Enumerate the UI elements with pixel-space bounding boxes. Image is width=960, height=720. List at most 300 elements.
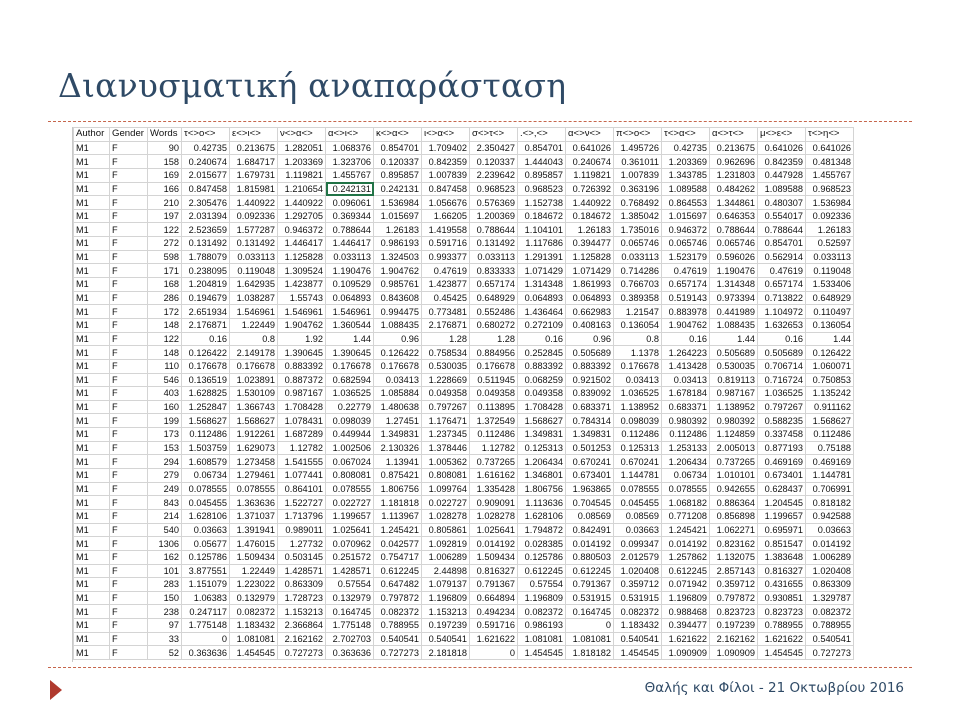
table-cell: 1.257862 xyxy=(662,550,710,564)
table-cell: 1.454545 xyxy=(230,646,278,660)
table-cell: 1.523179 xyxy=(662,250,710,264)
table-cell: F xyxy=(110,196,148,210)
table-row xyxy=(74,632,854,646)
table-cell: 1.522727 xyxy=(278,496,326,510)
table-cell: 0.176678 xyxy=(326,359,374,373)
table-cell: 0.596026 xyxy=(710,250,758,264)
table-cell: 1.210654 xyxy=(278,182,326,196)
table-row xyxy=(74,387,854,401)
table-cell: 0.994475 xyxy=(374,305,422,319)
table-row xyxy=(74,591,854,605)
table-cell: M1 xyxy=(74,632,110,646)
table-cell: F xyxy=(110,441,148,455)
table-cell: 1.440922 xyxy=(230,196,278,210)
table-cell: 0.082372 xyxy=(518,605,566,619)
table-cell: 0.823723 xyxy=(758,605,806,619)
table-cell: 0.070962 xyxy=(326,537,374,551)
table-cell: 1.06383 xyxy=(182,591,230,605)
table-cell: 1.007839 xyxy=(422,168,470,182)
table-cell: 0.887372 xyxy=(278,373,326,387)
table-cell: 1.546961 xyxy=(230,305,278,319)
table-row xyxy=(74,646,854,660)
table-cell: 33 xyxy=(148,632,182,646)
table-cell: 1.138952 xyxy=(614,400,662,414)
table-cell: 2.130326 xyxy=(374,441,422,455)
table-cell: 0.119048 xyxy=(806,264,854,278)
table-row xyxy=(74,619,854,633)
table-cell: 0.576369 xyxy=(470,196,518,210)
table-cell: 1.390645 xyxy=(326,346,374,360)
table-cell: 1.099764 xyxy=(422,482,470,496)
table-cell: 0.854701 xyxy=(758,237,806,251)
table-cell: 1.071429 xyxy=(566,264,614,278)
table-cell: 843 xyxy=(148,496,182,510)
table-row xyxy=(74,305,854,319)
column-header: μ<>ε<> xyxy=(758,128,806,142)
table-cell: 0.082372 xyxy=(230,605,278,619)
table-cell: 1.144781 xyxy=(806,469,854,483)
table-cell: 0.176678 xyxy=(470,359,518,373)
table-cell: 150 xyxy=(148,591,182,605)
table-cell: 0.03663 xyxy=(806,523,854,537)
table-cell: 1.223022 xyxy=(230,578,278,592)
table-cell: 1.546961 xyxy=(326,305,374,319)
table-cell: 0.554017 xyxy=(758,209,806,223)
table-cell: 0.028385 xyxy=(518,537,566,551)
column-header: κ<>α<> xyxy=(374,128,422,142)
table-cell: 286 xyxy=(148,291,182,305)
table-cell: 1.204819 xyxy=(182,278,230,292)
table-cell: M1 xyxy=(74,346,110,360)
table-cell: 1.081081 xyxy=(566,632,614,646)
table-cell: 1.27732 xyxy=(278,537,326,551)
table-cell: 0.552486 xyxy=(470,305,518,319)
table-cell: 546 xyxy=(148,373,182,387)
table-row xyxy=(74,428,854,442)
table-cell: 0.808081 xyxy=(326,469,374,483)
table-cell: M1 xyxy=(74,182,110,196)
table-cell: 97 xyxy=(148,619,182,633)
spreadsheet-screenshot xyxy=(72,127,872,662)
table-cell: 0.022727 xyxy=(422,496,470,510)
table-cell: 0.05677 xyxy=(182,537,230,551)
table-cell: 1.577287 xyxy=(230,223,278,237)
table-row xyxy=(74,523,854,537)
table-cell: 1.323706 xyxy=(326,155,374,169)
table-cell: 1.291391 xyxy=(518,250,566,264)
table-cell: 0.641026 xyxy=(566,141,614,155)
table-cell: 0.098039 xyxy=(326,414,374,428)
table-cell: 1.568627 xyxy=(806,414,854,428)
table-row xyxy=(74,537,854,551)
table-cell: 0.682594 xyxy=(326,373,374,387)
table-cell: 0.540541 xyxy=(374,632,422,646)
table-cell: 1.015697 xyxy=(374,209,422,223)
table-row xyxy=(74,250,854,264)
table-cell: 0.092336 xyxy=(806,209,854,223)
table-cell: 2.181818 xyxy=(422,646,470,660)
table-cell: 0.014192 xyxy=(566,537,614,551)
table-cell: 2.031394 xyxy=(182,209,230,223)
table-cell: M1 xyxy=(74,646,110,660)
table-cell: 1.423877 xyxy=(278,278,326,292)
table-cell: M1 xyxy=(74,373,110,387)
table-cell: 0.737265 xyxy=(710,455,758,469)
table-cell: M1 xyxy=(74,387,110,401)
table-cell: 1.92 xyxy=(278,332,326,346)
table-row xyxy=(74,605,854,619)
table-cell: 1.006289 xyxy=(806,550,854,564)
table-cell: 0.494234 xyxy=(470,605,518,619)
table-cell: 0.657174 xyxy=(470,278,518,292)
table-cell: 0.022727 xyxy=(326,496,374,510)
table-cell: M1 xyxy=(74,523,110,537)
table-cell: 0.771208 xyxy=(662,509,710,523)
table-cell: 0.875421 xyxy=(374,469,422,483)
table-cell: 1.440922 xyxy=(566,196,614,210)
table-cell: 1.025641 xyxy=(470,523,518,537)
table-cell: 294 xyxy=(148,455,182,469)
table-cell: M1 xyxy=(74,619,110,633)
table-cell: 1.346801 xyxy=(518,469,566,483)
table-cell: 1.568627 xyxy=(230,414,278,428)
table-cell: 0.519143 xyxy=(662,291,710,305)
table-cell: 1.428571 xyxy=(278,564,326,578)
table-cell: 1.206434 xyxy=(662,455,710,469)
table-cell: 0.125786 xyxy=(518,550,566,564)
table-cell: 0.847458 xyxy=(422,182,470,196)
table-cell: F xyxy=(110,278,148,292)
table-cell: 0.980392 xyxy=(710,414,758,428)
table-cell: 1.455767 xyxy=(326,168,374,182)
table-cell: 0.706714 xyxy=(758,359,806,373)
table-cell: F xyxy=(110,237,148,251)
table-cell: 2.702703 xyxy=(326,632,374,646)
table-cell: 0.096061 xyxy=(326,196,374,210)
table-cell: 2.176871 xyxy=(182,318,230,332)
table-cell: 1.036525 xyxy=(758,387,806,401)
table-row xyxy=(74,414,854,428)
table-cell: 249 xyxy=(148,482,182,496)
table-row xyxy=(74,400,854,414)
table-cell: M1 xyxy=(74,209,110,223)
table-cell: 0.842359 xyxy=(758,155,806,169)
table-cell: 0.797872 xyxy=(374,591,422,605)
table-cell: 0.065746 xyxy=(614,237,662,251)
table-cell: 1.21547 xyxy=(614,305,662,319)
table-cell: F xyxy=(110,359,148,373)
table-cell: 1.349831 xyxy=(566,428,614,442)
table-cell: 2.149178 xyxy=(230,346,278,360)
table-cell: M1 xyxy=(74,414,110,428)
table-cell: 199 xyxy=(148,414,182,428)
table-cell: 3.877551 xyxy=(182,564,230,578)
header-row xyxy=(74,128,854,142)
table-cell: 0.064893 xyxy=(566,291,614,305)
table-cell: M1 xyxy=(74,250,110,264)
table-cell: 0.854701 xyxy=(518,141,566,155)
table-cell: 1.090909 xyxy=(662,646,710,660)
table-cell: 0.363636 xyxy=(182,646,230,660)
table-cell: 0.641026 xyxy=(758,141,806,155)
table-cell: 598 xyxy=(148,250,182,264)
table-cell: 0.986193 xyxy=(374,237,422,251)
table-cell: 1.124859 xyxy=(710,428,758,442)
table-cell: 0.132979 xyxy=(326,591,374,605)
table-cell: 1.503759 xyxy=(182,441,230,455)
table-cell: 0.240674 xyxy=(566,155,614,169)
table-cell: 2.239642 xyxy=(470,168,518,182)
table-row xyxy=(74,373,854,387)
table-cell: 2.651934 xyxy=(182,305,230,319)
table-cell: 0.112486 xyxy=(182,428,230,442)
table-cell: 1.309524 xyxy=(278,264,326,278)
table-cell: 0.480307 xyxy=(758,196,806,210)
table-cell: M1 xyxy=(74,264,110,278)
table-cell: 1.530109 xyxy=(230,387,278,401)
table-cell: 173 xyxy=(148,428,182,442)
table-cell: 0.449944 xyxy=(326,428,374,442)
table-row xyxy=(74,168,854,182)
table-cell: 1.183432 xyxy=(614,619,662,633)
table-cell: 1.113636 xyxy=(518,496,566,510)
table-cell: 148 xyxy=(148,318,182,332)
table-cell: 1.025641 xyxy=(326,523,374,537)
table-cell: 0.989011 xyxy=(278,523,326,537)
table-cell: 0.511945 xyxy=(470,373,518,387)
table-cell: 0.049358 xyxy=(422,387,470,401)
table-cell: 1.687289 xyxy=(278,428,326,442)
table-cell: 160 xyxy=(148,400,182,414)
table-cell: M1 xyxy=(74,469,110,483)
table-cell: 0.883392 xyxy=(566,359,614,373)
table-cell: 1.27451 xyxy=(374,414,422,428)
data-table xyxy=(73,127,854,660)
table-cell: 1.132075 xyxy=(710,550,758,564)
table-cell: 0.014192 xyxy=(662,537,710,551)
table-cell: M1 xyxy=(74,155,110,169)
table-cell: 2.176871 xyxy=(422,318,470,332)
table-cell: 0.136054 xyxy=(614,318,662,332)
table-cell: 1.616162 xyxy=(470,469,518,483)
table-cell: 0.176678 xyxy=(230,359,278,373)
table-cell: M1 xyxy=(74,196,110,210)
table-cell: F xyxy=(110,550,148,564)
table-cell: 122 xyxy=(148,223,182,237)
table-cell: 1.199657 xyxy=(758,509,806,523)
table-cell: 1.068376 xyxy=(326,141,374,155)
table-cell: 0.819113 xyxy=(710,373,758,387)
table-cell: 0.726392 xyxy=(566,182,614,196)
table-cell: 0.394477 xyxy=(662,619,710,633)
table-cell: F xyxy=(110,605,148,619)
table-cell: 0.856898 xyxy=(710,509,758,523)
table-cell: 1.536984 xyxy=(806,196,854,210)
table-cell: 1.151079 xyxy=(182,578,230,592)
column-header: ε<>ι<> xyxy=(230,128,278,142)
table-cell: 0.176678 xyxy=(614,359,662,373)
table-cell: 0.641026 xyxy=(806,141,854,155)
table-cell: 0.909091 xyxy=(470,496,518,510)
table-cell: 1.203369 xyxy=(278,155,326,169)
column-header: τ<>ο<> xyxy=(182,128,230,142)
column-header: α<>ι<> xyxy=(326,128,374,142)
table-cell: 1.245421 xyxy=(374,523,422,537)
table-cell: 1.12782 xyxy=(278,441,326,455)
table-cell: 1.642935 xyxy=(230,278,278,292)
table-cell: 0.683371 xyxy=(566,400,614,414)
table-cell: 1.245421 xyxy=(662,523,710,537)
table-cell: 166 xyxy=(148,182,182,196)
table-cell: 1.44 xyxy=(806,332,854,346)
table-cell: 0.113895 xyxy=(470,400,518,414)
table-cell: M1 xyxy=(74,441,110,455)
table-cell: 0.737265 xyxy=(470,455,518,469)
table-cell: 0.112486 xyxy=(806,428,854,442)
table-cell: 0.818182 xyxy=(806,496,854,510)
table-cell: 1.196809 xyxy=(518,591,566,605)
table-cell: 1.454545 xyxy=(614,646,662,660)
table-cell: 2.366864 xyxy=(278,619,326,633)
table-cell: 0.194679 xyxy=(182,291,230,305)
table-cell: 1.203369 xyxy=(662,155,710,169)
table-cell: 0.16 xyxy=(182,332,230,346)
table-cell: 0.75188 xyxy=(806,441,854,455)
table-cell: 0.082372 xyxy=(374,605,422,619)
table-cell: 0.242131 xyxy=(374,182,422,196)
table-cell: 0.588235 xyxy=(758,414,806,428)
table-cell: 0.505689 xyxy=(758,346,806,360)
table-cell: M1 xyxy=(74,455,110,469)
table-cell: 1.26183 xyxy=(566,223,614,237)
table-cell: 0.441989 xyxy=(710,305,758,319)
table-cell: 1.390645 xyxy=(278,346,326,360)
table-cell: 1.349831 xyxy=(374,428,422,442)
table-cell: 1.713796 xyxy=(278,509,326,523)
column-header: σ<>τ<> xyxy=(470,128,518,142)
table-cell: 0.864101 xyxy=(278,482,326,496)
table-cell: 1.077441 xyxy=(278,469,326,483)
table-cell: M1 xyxy=(74,550,110,564)
table-cell: 0.847458 xyxy=(182,182,230,196)
table-cell: 0.987167 xyxy=(278,387,326,401)
table-cell: 1.088435 xyxy=(374,318,422,332)
table-cell: 0.662983 xyxy=(566,305,614,319)
table-cell: 0.670241 xyxy=(614,455,662,469)
table-cell: 0 xyxy=(470,646,518,660)
table-cell: 0.883392 xyxy=(278,359,326,373)
table-cell: 2.162162 xyxy=(710,632,758,646)
table-cell: 1.385042 xyxy=(614,209,662,223)
table-cell: 0.071942 xyxy=(662,578,710,592)
table-cell: 214 xyxy=(148,509,182,523)
table-cell: 0.078555 xyxy=(662,482,710,496)
table-cell: 0.531915 xyxy=(566,591,614,605)
table-cell: 0.125313 xyxy=(518,441,566,455)
table-cell: 0.57554 xyxy=(326,578,374,592)
table-cell: 1.228669 xyxy=(422,373,470,387)
table-cell: 0.03413 xyxy=(614,373,662,387)
table-cell: 0.033113 xyxy=(470,250,518,264)
table-cell: M1 xyxy=(74,482,110,496)
table-cell: 0.092336 xyxy=(230,209,278,223)
table-cell: 0.197239 xyxy=(422,619,470,633)
table-cell: 1.1378 xyxy=(614,346,662,360)
slide-footer: Θαλής και Φίλοι - 21 Οκτωβρίου 2016 xyxy=(644,680,904,696)
table-cell: 1.119821 xyxy=(278,168,326,182)
table-row xyxy=(74,196,854,210)
table-cell: 0.065746 xyxy=(662,237,710,251)
table-cell: 0.895857 xyxy=(374,168,422,182)
table-cell: 0.132979 xyxy=(230,591,278,605)
table-cell: 1.190476 xyxy=(326,264,374,278)
table-cell: 1306 xyxy=(148,537,182,551)
column-header: .<>,<> xyxy=(518,128,566,142)
table-cell: 0.942588 xyxy=(806,509,854,523)
table-cell: 0.823723 xyxy=(710,605,758,619)
table-cell: 0.213675 xyxy=(230,141,278,155)
table-cell: 2.005013 xyxy=(710,441,758,455)
table-cell: 2.44898 xyxy=(422,564,470,578)
footer-divider xyxy=(48,667,912,668)
table-cell: 0.164745 xyxy=(326,605,374,619)
table-cell: 1.735016 xyxy=(614,223,662,237)
table-cell: 0.361011 xyxy=(614,155,662,169)
table-cell: F xyxy=(110,373,148,387)
table-cell: 1.568627 xyxy=(518,414,566,428)
table-cell: 1.632653 xyxy=(758,318,806,332)
table-cell: 1.329787 xyxy=(806,591,854,605)
table-row xyxy=(74,578,854,592)
table-cell: 1.794872 xyxy=(518,523,566,537)
table-cell: 1.708428 xyxy=(518,400,566,414)
table-cell: 1.13941 xyxy=(374,455,422,469)
table-cell: 0.704545 xyxy=(566,496,614,510)
table-cell: 1.912261 xyxy=(230,428,278,442)
table-cell: 0.469169 xyxy=(806,455,854,469)
table-cell: F xyxy=(110,387,148,401)
table-cell: 0.184672 xyxy=(566,209,614,223)
table-cell: 1.22449 xyxy=(230,564,278,578)
table-cell: 1.153213 xyxy=(278,605,326,619)
table-cell: 168 xyxy=(148,278,182,292)
table-cell: 2.012579 xyxy=(614,550,662,564)
table-row xyxy=(74,209,854,223)
table-cell: 0.126422 xyxy=(374,346,422,360)
table-cell: 0.125786 xyxy=(182,550,230,564)
table-cell: 0.823162 xyxy=(710,537,758,551)
table-cell: 0.125313 xyxy=(614,441,662,455)
table-cell: 0.03413 xyxy=(374,373,422,387)
table-cell: 1.176471 xyxy=(422,414,470,428)
table-cell: 1.378446 xyxy=(422,441,470,455)
table-cell: 1.200369 xyxy=(470,209,518,223)
table-cell: 1.089588 xyxy=(662,182,710,196)
table-cell: 0.109529 xyxy=(326,278,374,292)
table-cell: 0.683371 xyxy=(662,400,710,414)
table-cell: 1.199657 xyxy=(326,509,374,523)
table-cell: 1.444043 xyxy=(518,155,566,169)
table-cell: 0.880503 xyxy=(566,550,614,564)
table-cell: F xyxy=(110,564,148,578)
table-cell: 0.240674 xyxy=(182,155,230,169)
table-cell: 0.657174 xyxy=(758,278,806,292)
table-cell: 0.014192 xyxy=(470,537,518,551)
table-cell: M1 xyxy=(74,564,110,578)
table-cell: 0.750853 xyxy=(806,373,854,387)
table-cell: 1.104972 xyxy=(758,305,806,319)
table-cell: 0.252845 xyxy=(518,346,566,360)
